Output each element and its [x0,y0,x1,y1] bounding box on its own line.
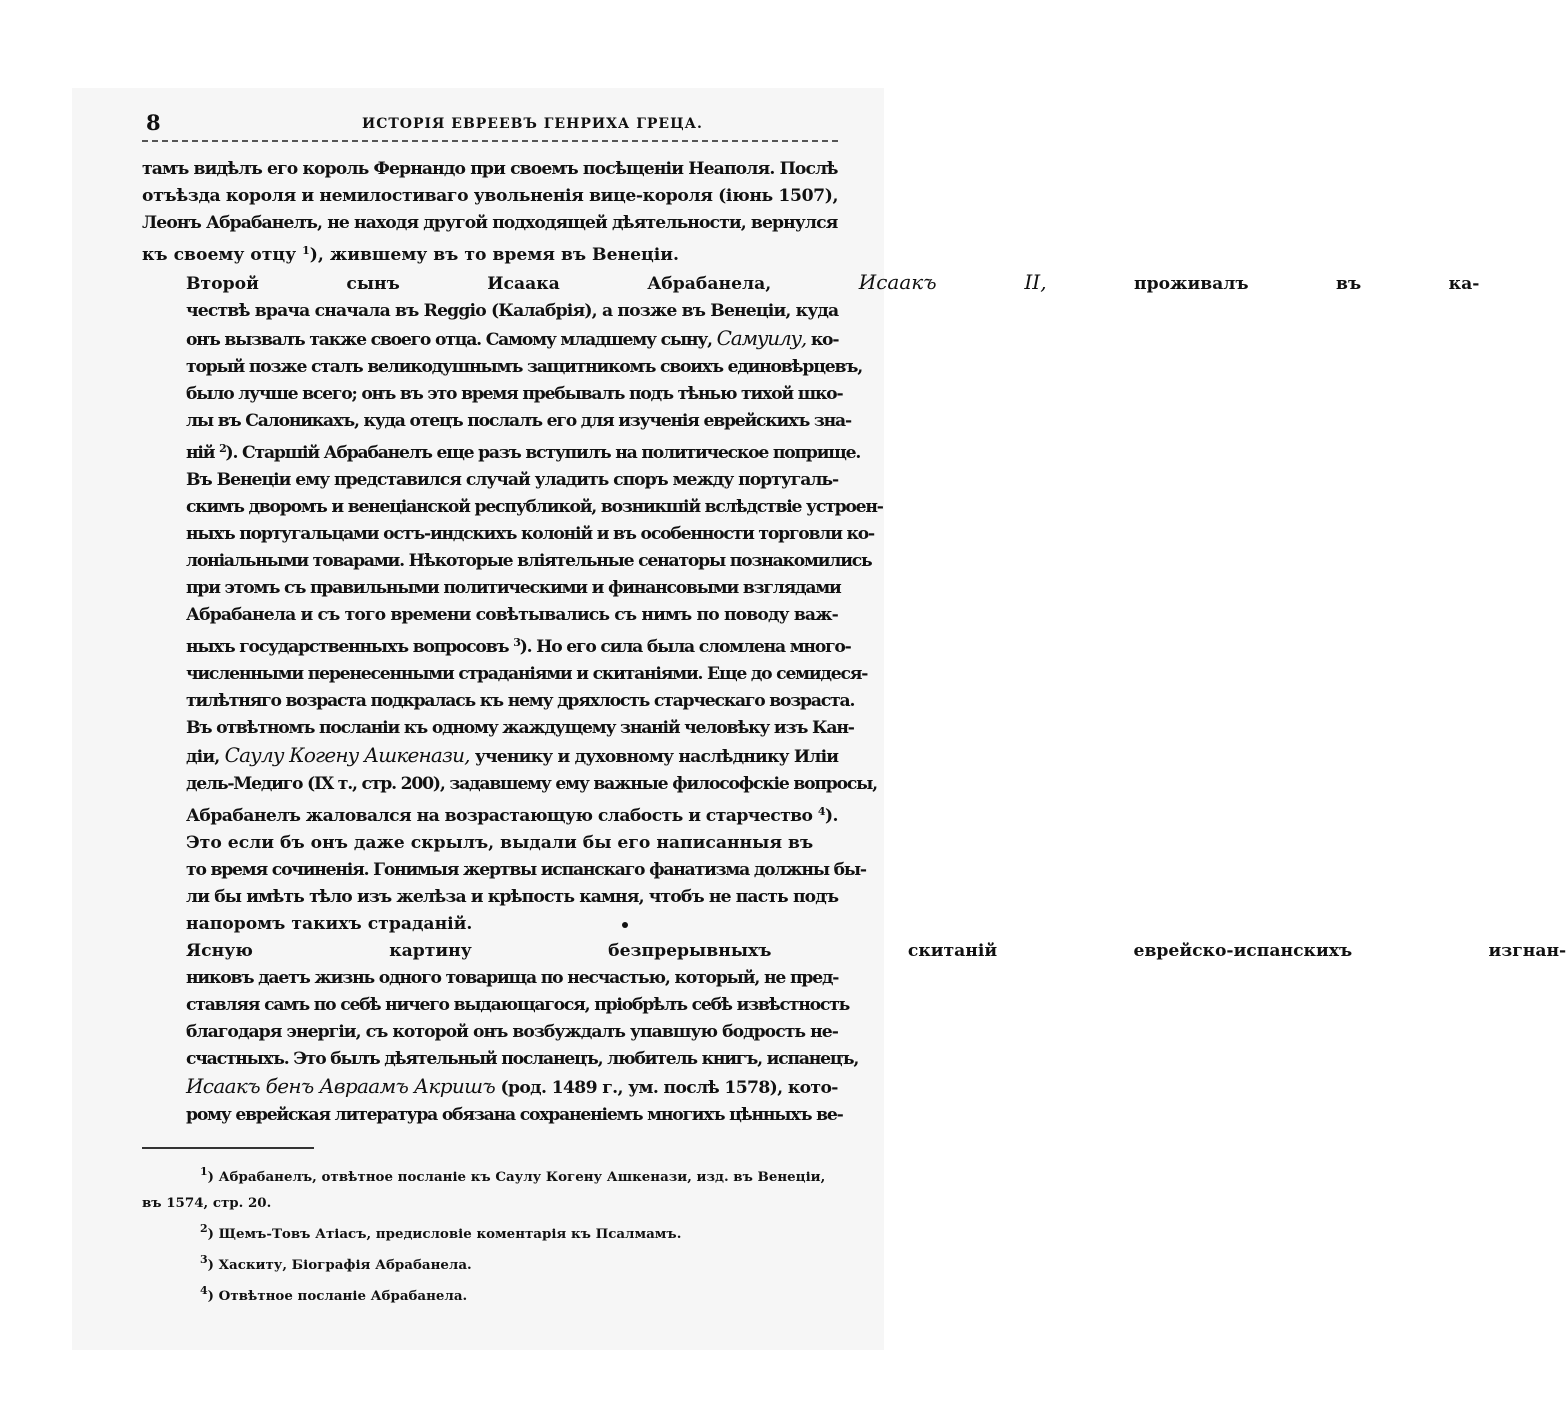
text-line: Второй сынъ Исаака Абрабанела, Исаакъ II, проживалъ въ ка- [186,270,1480,294]
text-line: діи, Саулу Когену Ашкенази, ученику и духовному наслѣднику Иліи [186,743,839,767]
text-line: рому еврейская литература обязана сохраненіемъ многихъ цѣнныхъ ве- [186,1105,843,1125]
body-text [142,156,1566,1129]
name-saul-kohen: Саулу Когену Ашкенази, [224,743,470,767]
text-line: дель-Медиго (IX т., стр. 200), задавшему ему важные философскіе вопросы, [186,774,877,794]
page-number: 8 [146,110,161,135]
text-line: Абрабанелъ жаловался на возрастающую слабость и старчество $^4$). [186,805,838,826]
book-page [142,108,1566,1309]
text-line: при этомъ съ правильными политическими и финансовыми взглядами [186,578,841,598]
name-isaac-akrish: Исаакъ бенъ Авраамъ Акришъ [186,1074,496,1098]
text-line: численными перенесенными страданіями и скитаніями. Еще до семидеся- [186,664,868,684]
footnote-marker-2: 2 [219,442,226,455]
text-line: ставляя самъ по себѣ ничего выдающагося, пріобрѣлъ себѣ извѣстность [186,995,850,1015]
text-line: то время сочиненія. Гонимыя жертвы испанскаго фанатизма должны бы- [186,860,866,880]
text-line: благодаря энергіи, съ которой онъ возбуждалъ упавшую бодрость не- [186,1022,838,1042]
text-line: Это если бъ онъ даже скрылъ, выдали бы его написанныя въ [186,833,814,853]
text-line: Въ Венеціи ему представился случай уладить споръ между португаль- [186,470,839,490]
footnote-1: $^1$) Абрабанелъ, отвѣтное посланіе къ Саулу Когену Ашкенази, изд. въ Венеціи, [200,1165,826,1185]
footnote-3: $^3$) Хаскиту, Біографія Абрабанела. [200,1253,472,1273]
text-line: лы въ Салоникахъ, куда отецъ послалъ его для изученія еврейскихъ зна- [186,411,851,431]
text-line: торый позже сталъ великодушнымъ защитникомъ своихъ единовѣрцевъ, [186,357,862,377]
paragraph-1 [142,156,838,269]
text-line: ныхъ государственныхъ вопросовъ $^3$). Но его сила была сломлена много- [186,636,851,657]
footnote-1-continued: въ 1574, стр. 20. [142,1195,272,1211]
name-samuel: Самуилу, [716,326,807,350]
paragraph-2 [142,269,1480,938]
text-line: Абрабанела и съ того времени совѣтывались съ нимъ по поводу важ- [186,605,838,625]
text-line: чествѣ врача сначала въ Reggio (Калабрія), а позже въ Венеціи, куда [186,301,839,321]
text-line: ній $^2$). Старшій Абрабанелъ еще разъ вступилъ на политическое поприще. [186,442,861,463]
text-line: къ своему отцу $^1$), жившему въ то время въ Венеціи. [142,244,679,265]
text-line: отъѣзда короля и немилостиваго увольненія вице-короля (іюнь 1507), [142,186,839,206]
footnote-marker-4: 4 [817,805,825,818]
text-line: Въ отвѣтномъ посланіи къ одному жаждущему знаній человѣку изъ Кан- [186,718,854,738]
footnote-rule [142,1147,314,1149]
text-line: Исаакъ бенъ Авраамъ Акришъ (род. 1489 г., ум. послѣ 1578), кото- [186,1074,838,1098]
text-line: напоромъ такихъ страданій. [142,911,838,938]
text-line: тамъ видѣлъ его король Фернандо при своемъ посѣщеніи Неаполя. Послѣ [142,159,838,179]
text-line: тилѣтняго возраста подкралась къ нему дряхлость старческаго возраста. [186,691,855,711]
paragraph-3 [142,938,1566,1129]
running-title: ИСТОРІЯ ЕВРЕЕВЪ ГЕНРИХА ГРЕЦА. [362,116,703,132]
text-line: Леонъ Абрабанелъ, не находя другой подходящей дѣятельности, вернулся [142,213,838,233]
header-rule [142,140,838,142]
text-line: ныхъ португальцами остъ-индскихъ колоній и въ особенности торговли ко- [186,524,874,544]
text-line: было лучше всего; онъ въ это время пребывалъ подъ тѣнью тихой шко- [186,384,843,404]
footnote-marker-1: 1 [302,244,310,257]
footnote-marker-3: 3 [513,636,520,649]
text-line: лоніальными товарами. Нѣкоторые вліятельные сенаторы познакомились [186,551,872,571]
page-header [142,108,838,136]
footnotes [142,1159,838,1309]
text-line: никовъ даетъ жизнь одного товарища по несчастью, который, не пред- [186,968,839,988]
footnote-2: $^2$) Щемъ-Товъ Атіасъ, предисловіе коментарія къ Псалмамъ. [200,1222,682,1242]
footnote-4: $^4$) Отвѣтное посланіе Абрабанела. [200,1284,468,1304]
ink-dot [622,922,628,928]
name-isaac-ii: Исаакъ II, [858,270,1047,294]
text-line: ли бы имѣть тѣло изъ желѣза и крѣпость камня, чтобъ не пасть подъ [186,887,839,907]
text-line: онъ вызвалъ также своего отца. Самому младшему сыну, Самуилу, ко- [186,326,839,350]
text-line: Ясную картину безпрерывныхъ скитаній еврейско-испанскихъ изгнан- [186,941,1566,961]
text-line: скимъ дворомъ и венеціанской республикой, возникшій вслѣдствіе устроен- [186,497,883,517]
text-line: счастныхъ. Это былъ дѣятельный посланецъ, любитель книгъ, испанецъ, [186,1049,859,1069]
